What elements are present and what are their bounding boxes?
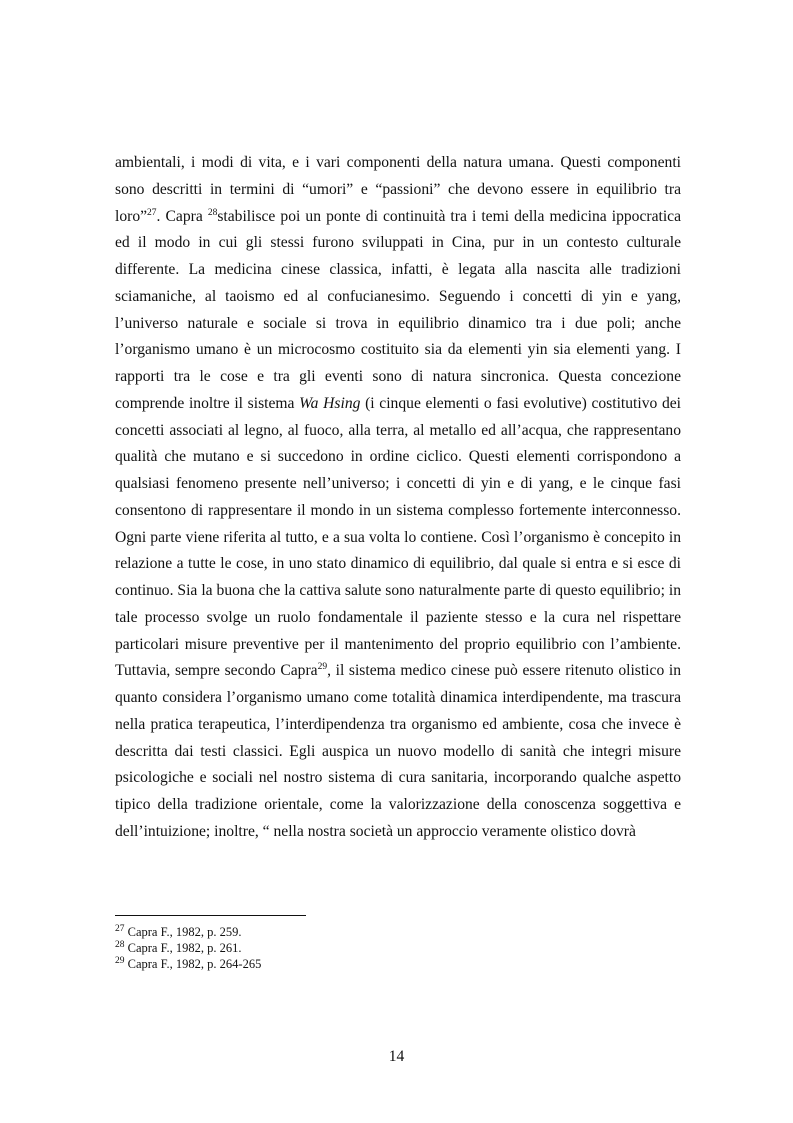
text-segment: , il sistema medico cinese può essere ritenuto olistico in quanto considera l’organismo umano come totalità dinamica interdipendente, ma trascura nella pratica terapeutica, l’interdipendenza tra organismo ed ambiente, cosa che invece è descritta dai testi classici. Egli auspica un nuovo modello di sanità che integri misure psicologiche e sociali nel nostro sistema di cura sanitaria, incorporando qualche aspetto tipico della tradizione orientale, come la valorizzazione della conoscenza soggettiva e dell’intuizione; inoltre, “ nella nostra società un approccio veramente olistico dovrà [115, 662, 681, 840]
footnote [115, 924, 681, 940]
text-segment: stabilisce poi un ponte di continuità tra i temi della medicina ippocratica ed il modo in cui gli stessi furono sviluppati in Cina, pur in un contesto culturale differente. La medicina cinese classica, infatti, è legata alla nascita alle tradizioni sciamaniche, al taoismo ed al confucianesimo. Seguendo i concetti di yin e yang, l’universo naturale e sociale si trova in equilibrio dinamico tra i due poli; anche l’organismo umano è un microcosmo costituito sia da elementi yin sia elementi yang. I rapporti tra le cose e tra gli eventi sono di natura sincronica. Questa concezione comprende inoltre il sistema [115, 207, 681, 412]
body-text [115, 150, 681, 846]
footnote-divider [115, 915, 306, 916]
footnote-text: Capra F., 1982, p. 261. [124, 941, 242, 955]
footnote [115, 940, 681, 956]
text-segment: . Capra [156, 207, 208, 225]
text-segment: (i cinque elementi o fasi evolutive) costitutivo dei concetti associati al legno, al fuoco, alla terra, al metallo ed all’acqua, che rappresentano qualità che mutano e si succedono in ordine ciclico. Questi elementi corrispondono a qualsiasi fenomeno presente nell’universo; i concetti di yin e di yang, e le cinque fasi consentono di rappresentare il mondo in un sistema complesso fortemente interconnesso. Ogni parte viene riferita al tutto, e a sua volta lo contiene. Così l’organismo è concepito in relazione a tutte le cose, in uno stato dinamico di equilibrio, dal quale si entra e si esce di continuo. Sia la buona che la cattiva salute sono naturalmente parte di questo equilibrio; in tale processo svolge un ruolo fondamentale il paziente stesso e la cura nel rispettare particolari misure preventive per il mantenimento del proprio equilibrio con l’ambiente. Tuttavia, sempre secondo Capra [115, 394, 682, 680]
footnote-ref[interactable]: 28 [207, 207, 218, 218]
footnote-number: 29 [115, 955, 125, 966]
footnote-ref[interactable]: 29 [317, 662, 328, 673]
footnote-text: Capra F., 1982, p. 259. [124, 925, 242, 939]
footnote-number: 28 [115, 939, 125, 950]
footnote-number: 27 [115, 923, 125, 934]
footnote-ref[interactable]: 27 [147, 207, 157, 218]
footnotes [115, 924, 681, 972]
main-paragraph [115, 150, 681, 846]
footnote [115, 956, 681, 972]
text-segment: ambientali, i modi di vita, e i vari componenti della natura umana. Questi componenti sono descritti in termini di “umori” e “passioni” che devono essere in equilibrio tra loro” [115, 154, 681, 225]
page-number: 14 [388, 1048, 405, 1065]
italic-term: Wa Hsing [299, 394, 361, 412]
footnote-text: Capra F., 1982, p. 264-265 [124, 957, 262, 971]
